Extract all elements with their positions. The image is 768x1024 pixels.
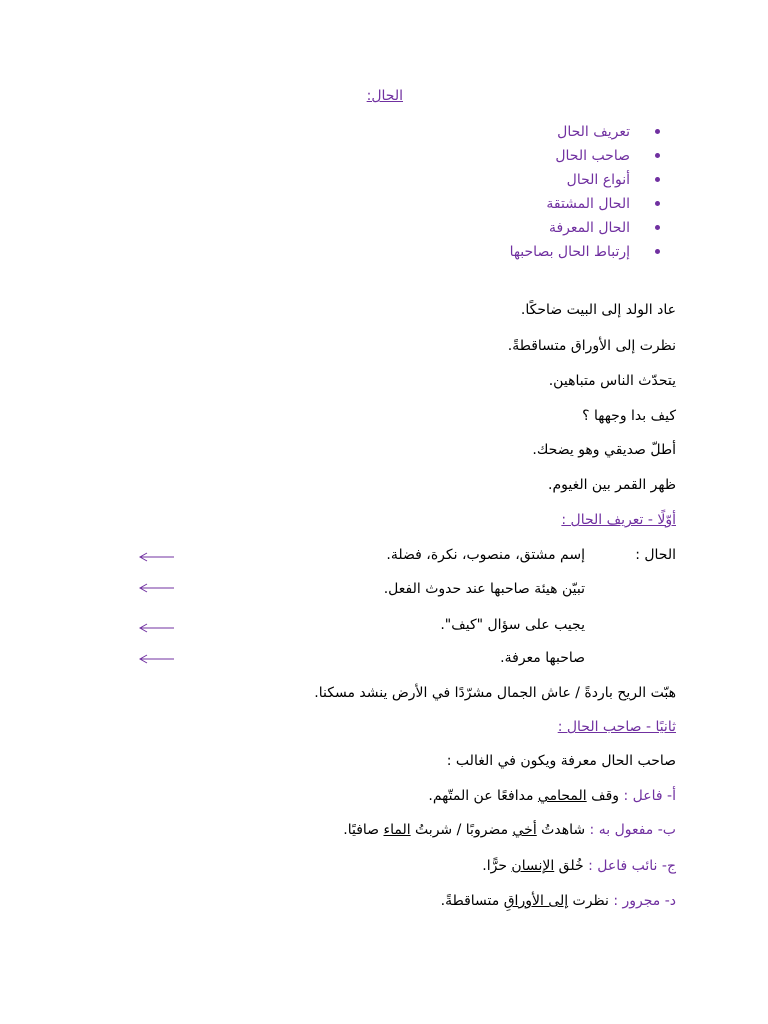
list-item: أنواع الحال [0,168,660,192]
definition-item: إسم مشتق، منصوب، نكرة، فضلة. [386,547,585,563]
bullet-dot-icon [655,249,660,254]
definition-label: الحال : [635,547,676,563]
definition-item: تبيّن هيئة صاحبها عند حدوث الفعل. [383,581,585,597]
owner-example-majrur: د- مجرور : نظرت إلى الأوراقِ متساقطةً. [440,893,676,909]
owner-example-fa3il: أ- فاعل : وقف المحامي مدافعًا عن المتّهم. [428,788,676,804]
page-title: الحال: [366,88,403,104]
example-sentence: عاد الولد إلى البيت ضاحكًا. [520,302,676,318]
list-item: إرتباط الحال بصاحبها [0,240,660,264]
section-intro: صاحب الحال معرفة ويكون في الغالب : [446,753,676,769]
list-item: صاحب الحال [0,144,660,168]
example-sentence: يتحدّث الناس متباهين. [548,373,676,389]
bullet-dot-icon [655,177,660,182]
left-arrow-icon [138,583,174,593]
example-sentence: نظرت إلى الأوراق متساقطةً. [507,338,676,354]
example-sentence: كيف بدا وجهها ؟ [582,408,676,424]
bullet-dot-icon [655,201,660,206]
owner-example-na2ib-fa3il: ج- نائب فاعل : خُلق الإنسان حرًّا. [482,858,676,874]
left-arrow-icon [138,552,174,562]
list-item: الحال المعرفة [0,216,660,240]
bullet-dot-icon [655,153,660,158]
example-sentence: هبّت الريح باردةً / عاش الجمال مشرّدًا في الأرض ينشد مسكنا. [314,685,676,701]
list-item: الحال المشتقة [0,192,660,216]
definition-item: صاحبها معرفة. [500,650,585,666]
example-sentence: أطلّ صديقي وهو يضحك. [532,442,676,458]
left-arrow-icon [138,654,174,664]
topics-list [0,120,660,264]
left-arrow-icon [138,623,174,633]
definition-item: يجيب على سؤال "كيف". [440,617,585,633]
example-sentence: ظهر القمر بين الغيوم. [548,477,676,493]
bullet-dot-icon [655,225,660,230]
section-heading-definition: أوّلًا - تعريف الحال : [561,512,676,528]
bullet-dot-icon [655,129,660,134]
section-heading-owner: ثانيًا - صاحب الحال : [557,719,676,735]
owner-example-maf3ul: ب- مفعول به : شاهدتُ أخي مضروبًا / شربتُ الماء صافيًا. [343,822,676,838]
list-item: تعريف الحال [0,120,660,144]
